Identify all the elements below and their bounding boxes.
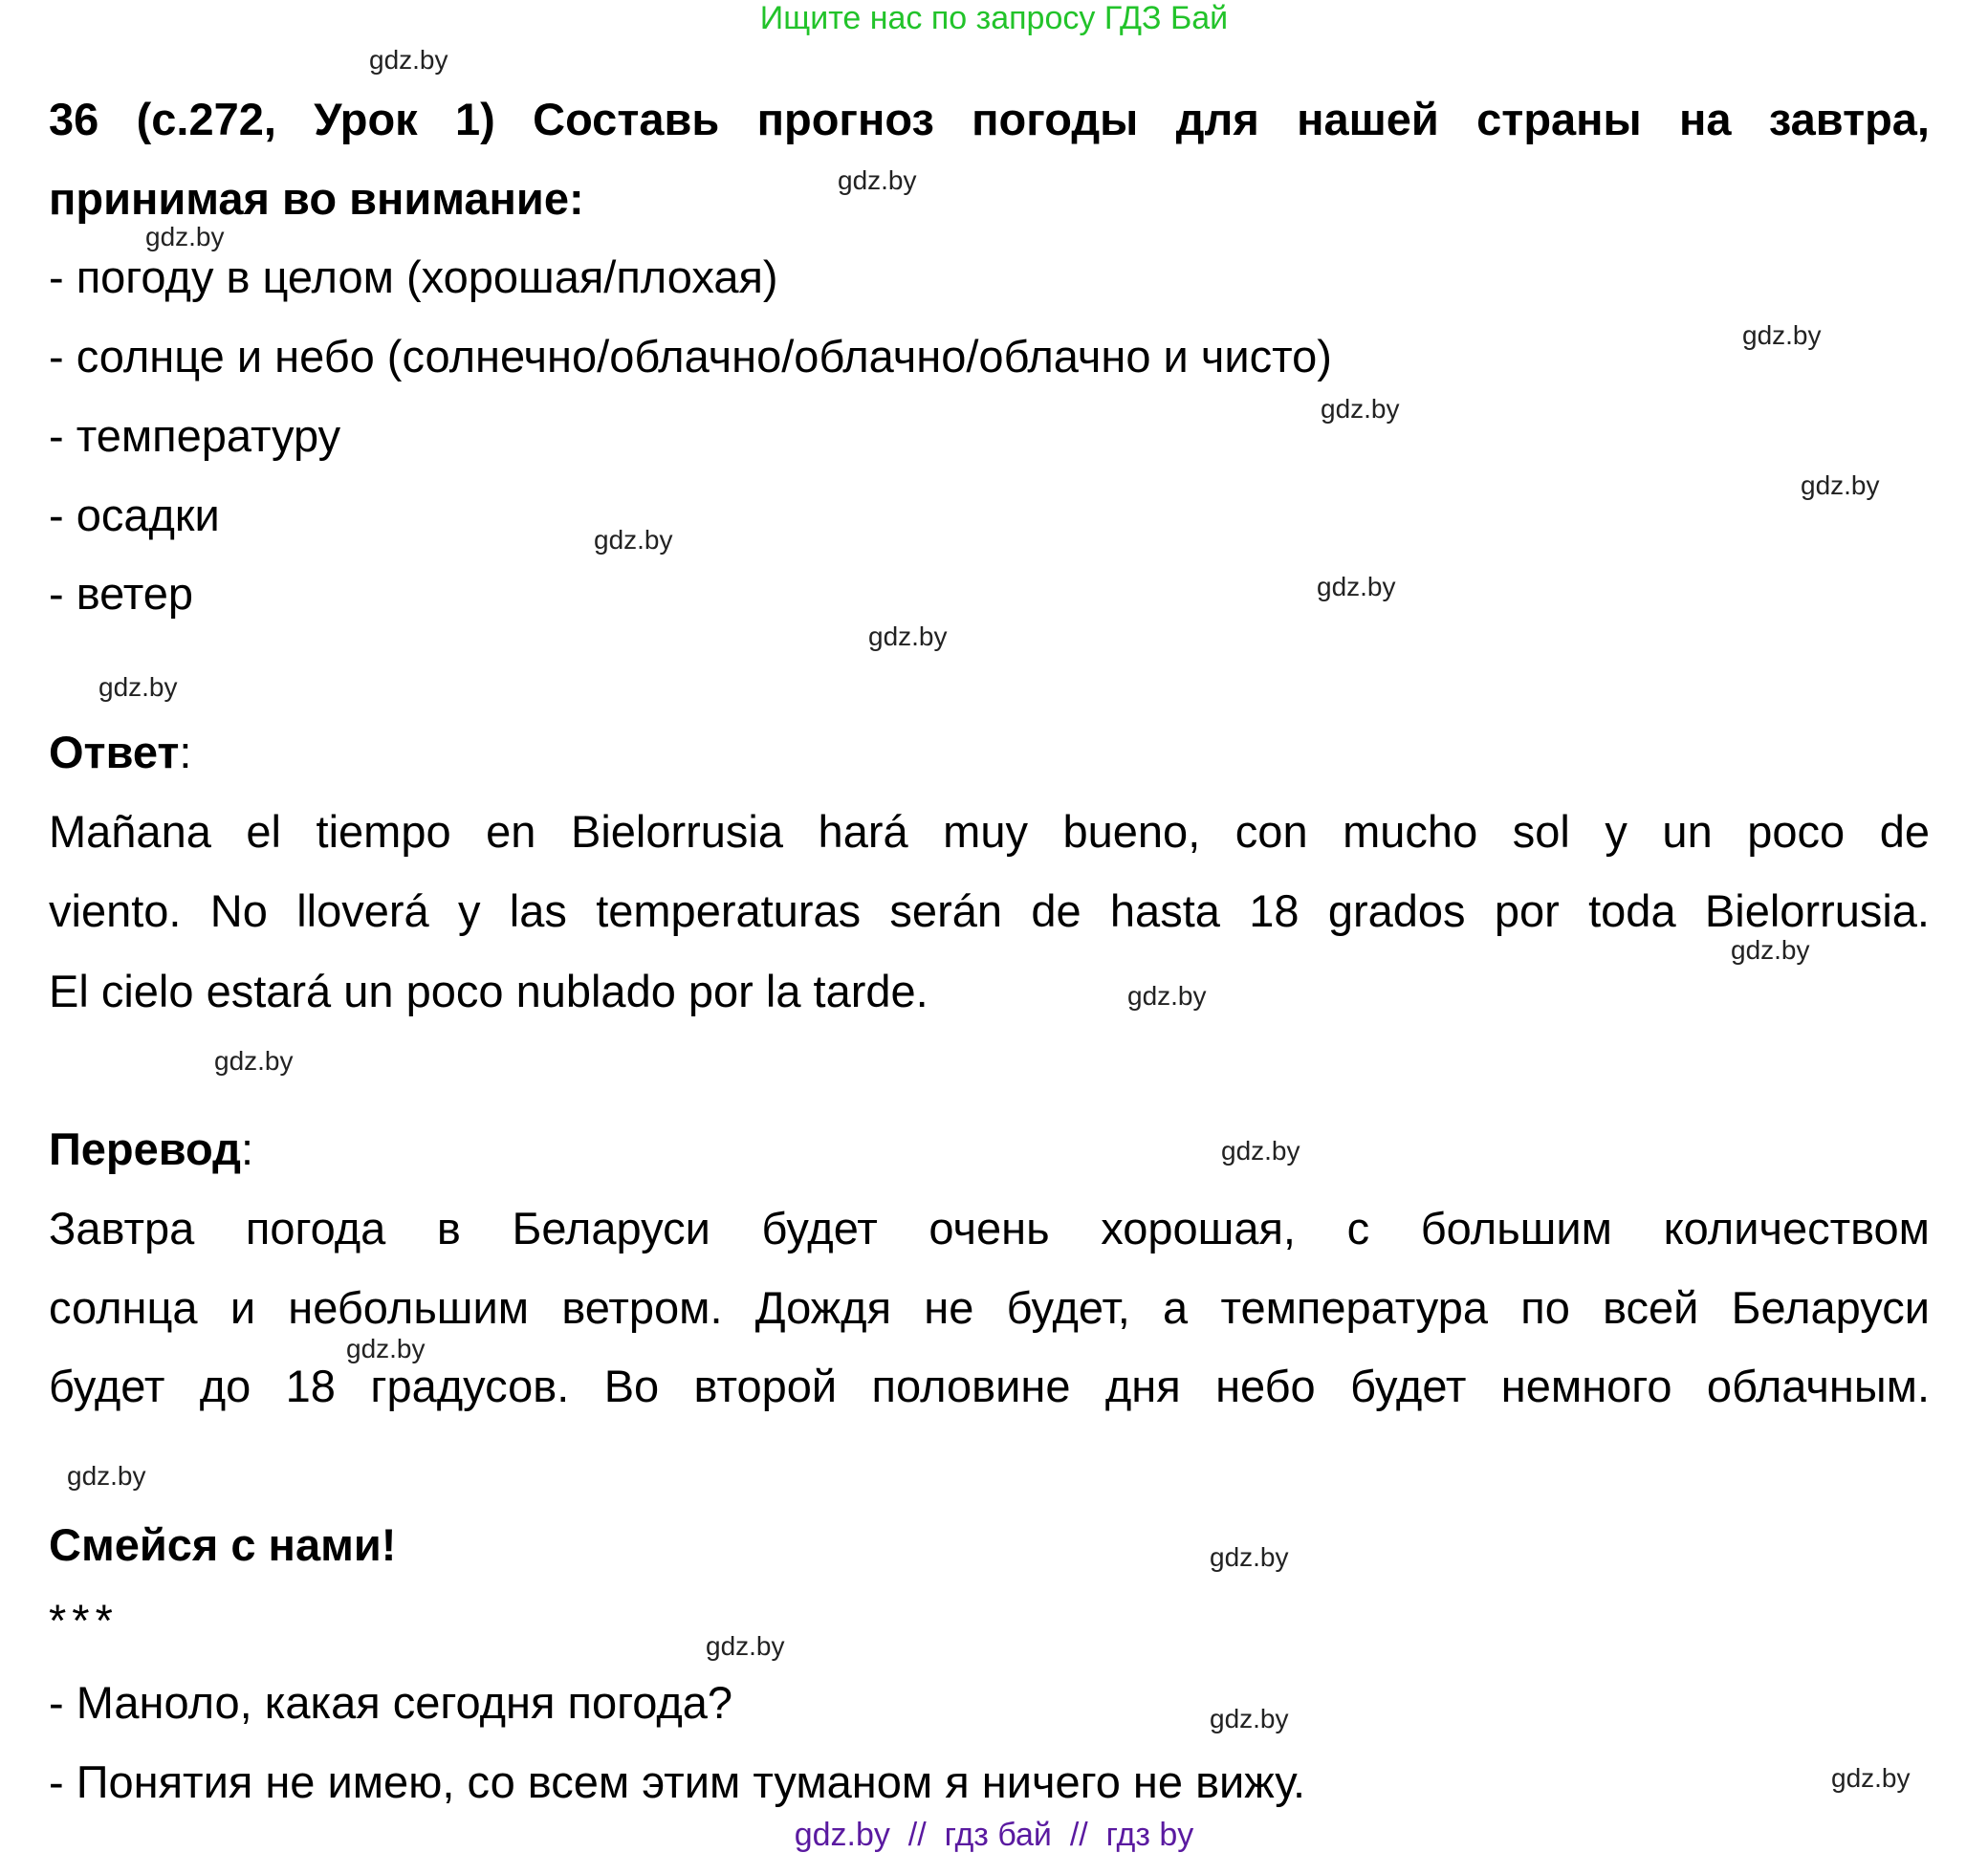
translation-line: Завтра погода в Беларуси будет очень хорошая, с большим количеством bbox=[49, 1203, 1930, 1254]
task-item: - осадки bbox=[49, 490, 220, 540]
answer-label: Ответ bbox=[49, 727, 180, 777]
watermark: gdz.by bbox=[1210, 1542, 1289, 1572]
translation-colon: : bbox=[240, 1123, 254, 1174]
watermark: gdz.by bbox=[868, 621, 948, 651]
watermark: gdz.by bbox=[1731, 935, 1810, 965]
joke-separator: *** bbox=[49, 1595, 119, 1646]
watermark: gdz.by bbox=[1801, 470, 1880, 500]
watermark: gdz.by bbox=[67, 1461, 146, 1491]
search-banner: Ищите нас по запросу ГДЗ Бай bbox=[759, 0, 1229, 36]
answer-line: El cielo estará un poco nublado por la tarde. bbox=[49, 966, 928, 1016]
task-item: - погоду в целом (хорошая/плохая) bbox=[49, 251, 778, 302]
watermark: gdz.by bbox=[706, 1631, 785, 1661]
watermark: gdz.by bbox=[369, 45, 448, 75]
task-item: - солнце и небо (солнечно/облачно/облачно/облачно и чисто) bbox=[49, 331, 1332, 382]
task-title-line: 36 (с.272, Урок 1) Составь прогноз погоды для нашей страны на завтра, bbox=[49, 94, 1930, 144]
watermark: gdz.by bbox=[1742, 320, 1822, 350]
watermark: gdz.by bbox=[1831, 1763, 1911, 1793]
answer-line: Mañana el tiempo en Bielorrusia hará muy bueno, con mucho sol y un poco de bbox=[49, 806, 1930, 857]
watermark: gdz.by bbox=[1321, 394, 1400, 424]
watermark: gdz.by bbox=[145, 222, 225, 251]
watermark: gdz.by bbox=[1317, 572, 1396, 601]
translation-heading bbox=[49, 1116, 1930, 1183]
translation-label: Перевод bbox=[49, 1123, 241, 1174]
answer-colon: : bbox=[179, 727, 192, 777]
translation-line: солнца и небольшим ветром. Дождя не будет, а температура по всей Беларуси bbox=[49, 1282, 1930, 1333]
watermark: gdz.by bbox=[1221, 1136, 1300, 1166]
joke-line: - Маноло, какая сегодня погода? bbox=[49, 1677, 733, 1728]
footer-links: gdz.by // гдз бай // гдз by bbox=[794, 1817, 1194, 1853]
watermark: gdz.by bbox=[1127, 981, 1207, 1011]
watermark: gdz.by bbox=[98, 672, 178, 702]
watermark: gdz.by bbox=[594, 525, 673, 555]
joke-line: - Понятия не имею, со всем этим туманом я ничего не вижу. bbox=[49, 1756, 1306, 1807]
joke-title: Смейся с нами! bbox=[49, 1519, 397, 1570]
answer-line: viento. No lloverá y las temperaturas serán de hasta 18 grados por toda Bielorrusia. bbox=[49, 885, 1930, 936]
watermark: gdz.by bbox=[1210, 1704, 1289, 1733]
task-item: - ветер bbox=[49, 568, 194, 619]
translation-line: будет до 18 градусов. Во второй половине дня небо будет немного облачным. bbox=[49, 1361, 1930, 1411]
watermark: gdz.by bbox=[346, 1334, 426, 1363]
watermark: gdz.by bbox=[214, 1046, 294, 1076]
watermark: gdz.by bbox=[838, 165, 917, 195]
task-title-line: принимая во внимание: bbox=[49, 173, 584, 224]
task-item: - температуру bbox=[49, 410, 341, 461]
answer-heading bbox=[49, 719, 1930, 786]
